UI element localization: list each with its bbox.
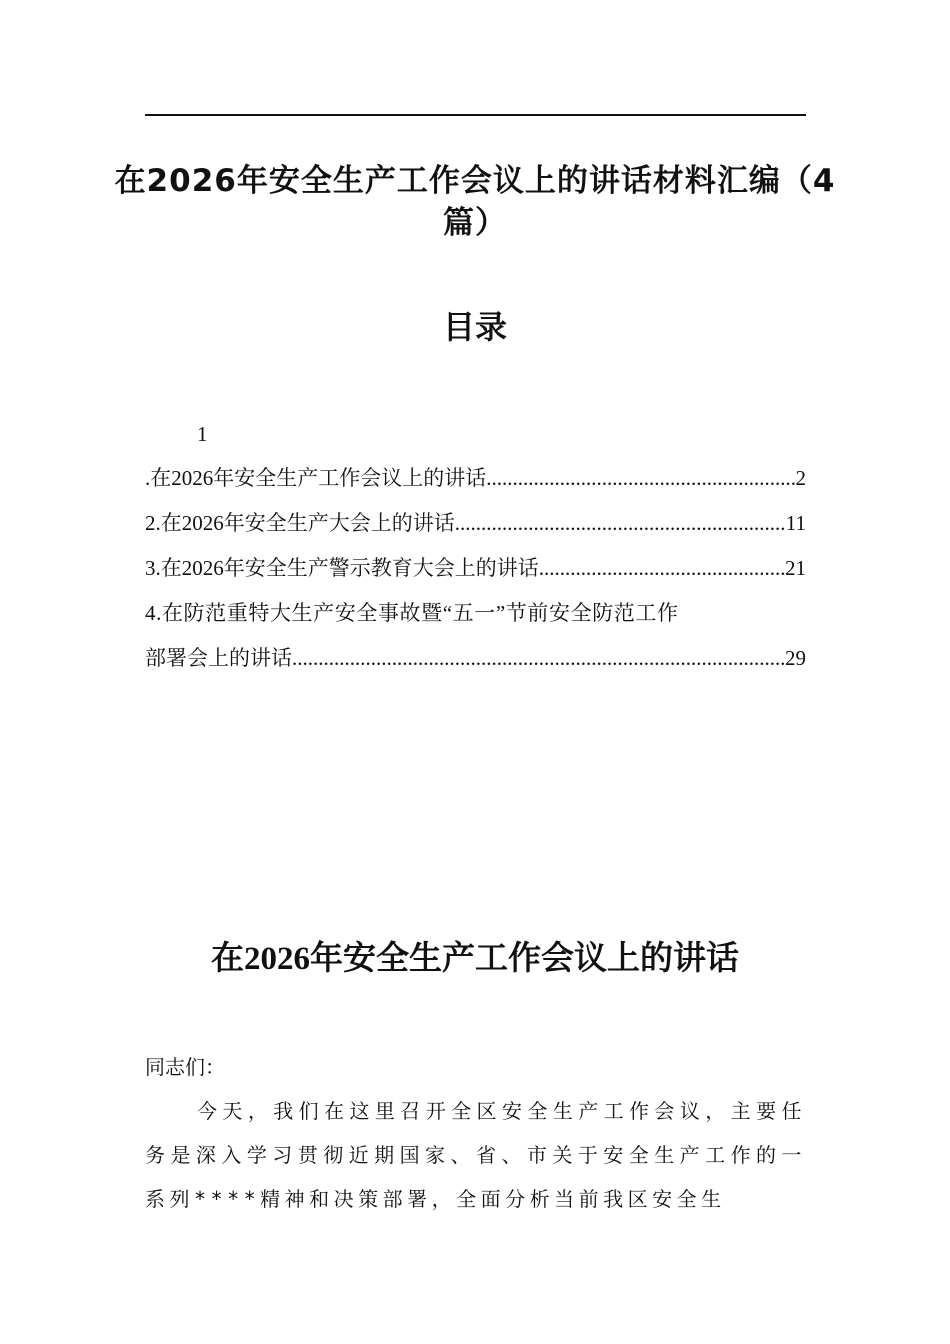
toc-entry-4[interactable] [145, 591, 806, 681]
toc-entry-3[interactable] [145, 546, 806, 591]
document-title: 在2026年安全生产工作会议上的讲话材料汇编（4篇） [114, 163, 836, 241]
toc-entry-label-line2: 部署会上的讲话 [145, 646, 292, 670]
speech-body [145, 1045, 806, 1221]
toc-page-number: 29 [785, 646, 806, 670]
toc-leader-dots [455, 501, 786, 546]
salutation: 同志们： [145, 1055, 225, 1079]
toc-entry-label: 3.在2026年安全生产警示教育大会上的讲话 [145, 556, 539, 580]
toc-entry-2[interactable] [145, 501, 806, 546]
toc-page-number: 2 [795, 466, 806, 490]
toc-leader-dots [539, 546, 785, 591]
toc-heading: 目录 [442, 308, 507, 346]
toc-page-number: 11 [785, 511, 806, 535]
toc-entry-1[interactable] [145, 456, 806, 501]
toc-entry-number: 1 [197, 422, 208, 446]
speech-title: 在2026年安全生产工作会议上的讲话 [211, 941, 739, 977]
toc-page-number: 21 [785, 556, 806, 580]
toc-entry-label: 2.在2026年安全生产大会上的讲话 [145, 511, 455, 535]
toc-entry-label-line1: 4.在防范重特大生产安全事故暨“五一”节前安全防范工作 [145, 601, 679, 625]
header-rule [145, 114, 806, 116]
body-paragraph: 今天，我们在这里召开全区安全生产工作会议，主要任务是深入学习贯彻近期国家、省、市关于安全生产工作的一系列****精神和决策部署，全面分析当前我区安全生 [145, 1099, 806, 1211]
toc-entry-continuation [145, 636, 806, 681]
toc-leader-dots [292, 636, 785, 681]
toc-leader-dots [486, 456, 795, 501]
table-of-contents [145, 412, 806, 681]
toc-entry-label: .在2026年安全生产工作会议上的讲话 [145, 466, 487, 490]
